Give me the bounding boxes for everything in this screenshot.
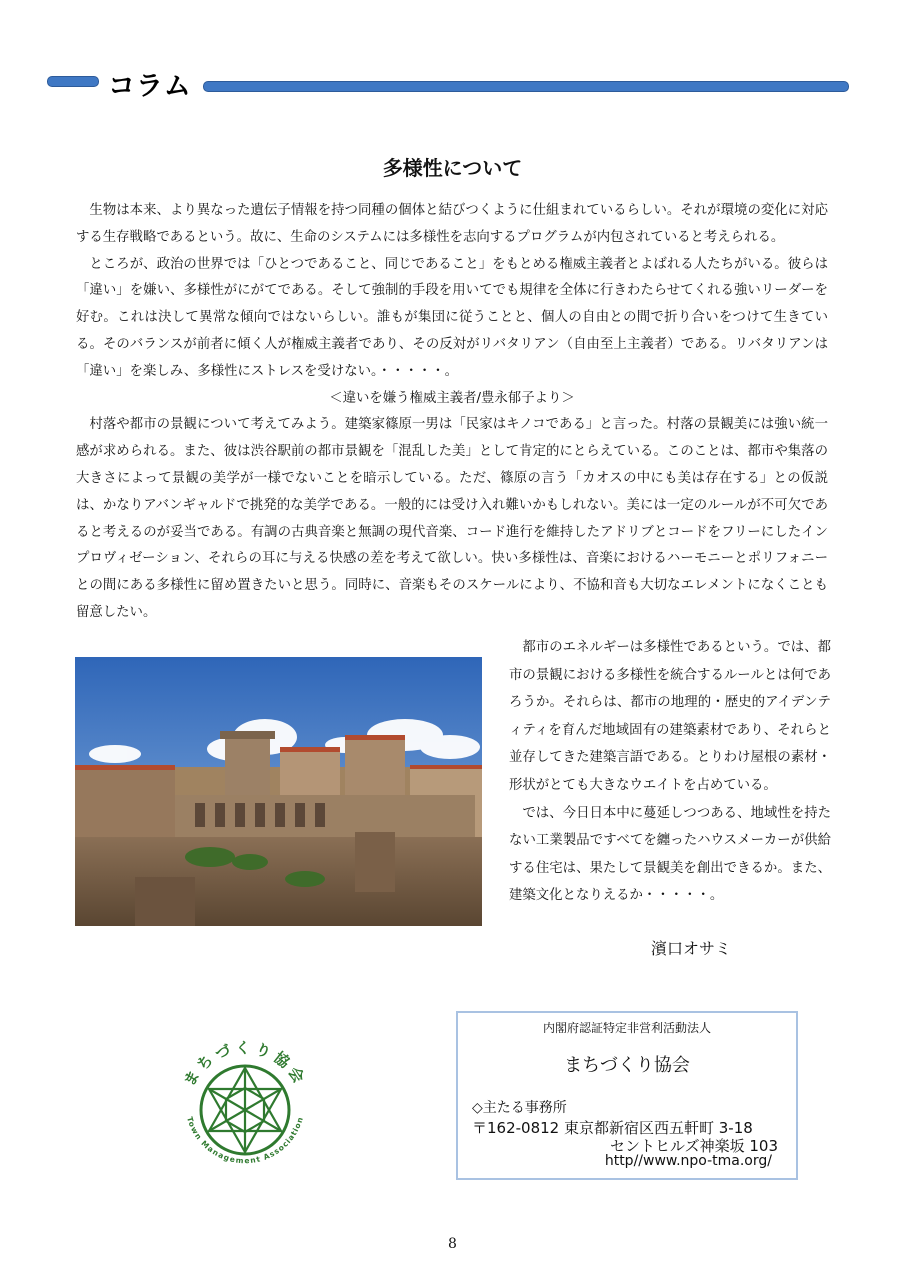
paragraph-5: では、今日日本中に蔓延しつつある、地域性を持たない工業製品ですべてを纏ったハウスメーカーが供給する住宅は、果たして景観美を創出できるか。また、建築文化となりえるか・・・・・。 <box>509 805 831 904</box>
hilltown-photo <box>75 657 482 926</box>
address-line-1: 〒162-0812 東京都新宿区西五軒町 3-18 <box>472 1119 753 1137</box>
paragraph-2: ところが、政治の世界では「ひとつであること、同じであること」をもとめる権威主義者とよばれる人たちがいる。彼らは「違い」を嫌い、多様性がにがてである。そして強制的手段を用いてでも規律を全体に行きわたらせてくれる強いリーダーを好む。これは決して異常な傾向ではないらしい。誰もが集団に従うことと、個人の自由との間で折り合いをつけて生きている。そのバランスが前者に傾く人が権威主義者であり、その反対がリバタリアン（自由至上主義者）である。リバタリアンは「違い」を楽しみ、多様性にストレスを受けない。・・・・・。 <box>76 256 828 379</box>
right-column-text <box>509 634 831 910</box>
website-url: http//www.npo-tma.org/ <box>604 1153 772 1169</box>
office-label: ◇主たる事務所 <box>472 1100 567 1116</box>
svg-text:まちづくり協会: まちづくり協会 <box>180 1038 310 1090</box>
author-name: 濱口オサミ <box>651 939 732 958</box>
address-line-2: セントヒルズ神楽坂 103 <box>610 1137 778 1155</box>
paragraph-3: 村落や都市の景観について考えてみよう。建築家篠原一男は「民家はキノコである」と言った。村落の景観美には強い統一感が求められる。また、彼は渋谷駅前の都市景観を「混乱した美」として肯定的にとらえている。このことは、都市や集落の大きさによって景観の美学が一様でないことを暗示している。ただ、篠原の言う「カオスの中にも美は存在する」との仮説は、かなりアバンギャルドで挑発的な美学である。一般的には受け入れ難いかもしれない。美には一定のルールが不可欠であると考えるのが妥当である。有調の古典音楽と無調の現代音楽、コード進行を維持したアドリブとコードをフリーにしたインプロヴィゼーション、それらの耳に与える快感の差を考えて欲しい。快い多様性は、音楽におけるハーモニーとポリフォニーとの間にある多様性に留め置きたいと思う。同時に、音楽もそのスケールにより、不協和音も大切なエレメントになくことも留意したい。 <box>76 417 828 620</box>
organization-info-box <box>456 1011 798 1180</box>
section-label: コラム <box>108 71 192 102</box>
org-subtitle: 内閣府認証特定非営利活動法人 <box>542 1021 711 1035</box>
article-body <box>76 198 828 627</box>
quote-source: ＜違いを嫌う権威主義者/豊永郁子より＞ <box>329 390 575 406</box>
association-logo <box>170 1030 320 1180</box>
paragraph-4: 都市のエネルギーは多様性であるという。では、都市の景観における多様性を統合するルールとは何であろうか。それらは、都市の地理的・歴史的アイデンティティを育んだ地域固有の建築素材であり、それらと並存してきた建築言語である。とりわけ屋根の素材・形状がとても大きなウエイトを占めている。 <box>509 640 831 793</box>
org-name: まちづくり協会 <box>564 1055 690 1076</box>
article-title: 多様性について <box>382 156 523 180</box>
page-number: 8 <box>448 1236 457 1252</box>
paragraph-1: 生物は本来、より異なった遺伝子情報を持つ同種の個体と結びつくように仕組まれているらしい。それが環境の変化に対応する生存戦略であるという。故に、生命のシステムには多様性を志向するプログラムが内包されていると考えられる。 <box>76 203 828 245</box>
header-bar-right <box>203 81 849 92</box>
svg-text:Town Management Association: Town Management Association <box>185 1115 305 1166</box>
header-bar-left <box>47 76 99 87</box>
